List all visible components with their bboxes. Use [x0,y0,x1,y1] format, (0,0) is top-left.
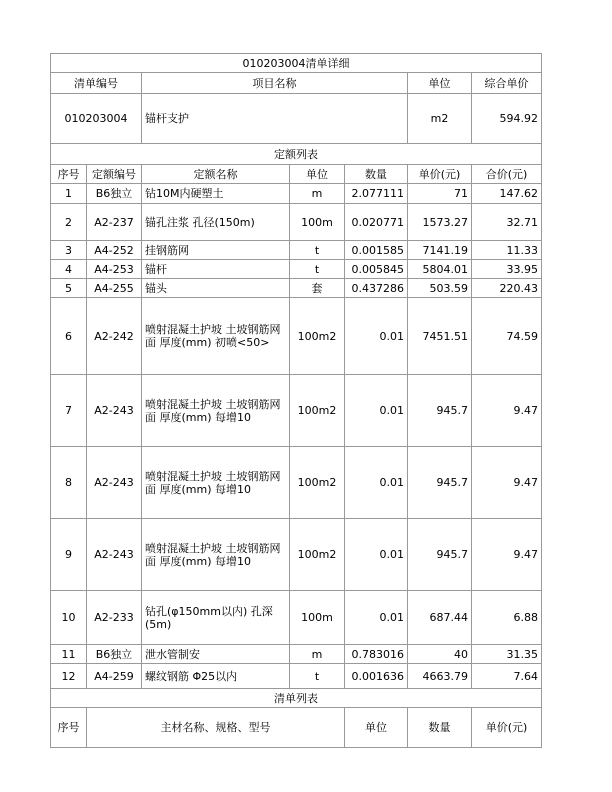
quota-qty: 0.01 [345,298,408,375]
quota-no: 5 [51,279,87,298]
quota-total: 147.62 [472,184,542,204]
bill-code: 010203004 [51,94,142,144]
quota-qty: 0.001636 [345,664,408,689]
quota-price: 71 [408,184,472,204]
quota-row [51,375,542,447]
material-qty-header: 数量 [408,708,472,748]
quota-total: 7.64 [472,664,542,689]
material-no-header: 序号 [51,708,87,748]
material-unit-header: 单位 [345,708,408,748]
quota-code: A4-253 [87,260,142,279]
quota-section-title: 定额列表 [51,144,542,165]
quota-price: 945.7 [408,519,472,591]
quota-qty: 0.01 [345,591,408,645]
bill-name: 锚杆支护 [142,94,408,144]
bill-price: 594.92 [472,94,542,144]
material-name-header: 主材名称、规格、型号 [87,708,345,748]
quota-name: 挂钢筋网 [142,241,290,260]
quota-unit: 100m2 [290,298,345,375]
bill-unit: m2 [408,94,472,144]
quota-price: 4663.79 [408,664,472,689]
quota-no: 6 [51,298,87,375]
quota-total: 31.35 [472,645,542,664]
quota-qty: 2.077111 [345,184,408,204]
quota-no: 3 [51,241,87,260]
quota-unit-header: 单位 [290,165,345,184]
quota-code: A4-252 [87,241,142,260]
quota-code: A2-242 [87,298,142,375]
quota-code: A2-243 [87,519,142,591]
quota-row [51,519,542,591]
quota-unit: 100m2 [290,519,345,591]
quota-code: A2-237 [87,204,142,241]
quota-total: 220.43 [472,279,542,298]
quota-row [51,241,542,260]
title-row [51,54,542,73]
quota-unit: m [290,184,345,204]
quota-total: 9.47 [472,447,542,519]
quota-price: 1573.27 [408,204,472,241]
bill-name-header: 项目名称 [142,73,408,94]
material-section-title: 清单列表 [51,689,542,708]
quota-total: 33.95 [472,260,542,279]
quota-qty: 0.01 [345,519,408,591]
quota-no: 7 [51,375,87,447]
quota-name: 锚孔注浆 孔径(150m) [142,204,290,241]
quota-code-header: 定额编号 [87,165,142,184]
quota-name: 锚头 [142,279,290,298]
bill-detail-table [50,53,542,748]
quota-row [51,645,542,664]
quota-row [51,447,542,519]
quota-no: 2 [51,204,87,241]
quota-price: 945.7 [408,375,472,447]
quota-row [51,204,542,241]
quota-qty: 0.001585 [345,241,408,260]
quota-qty: 0.01 [345,447,408,519]
quota-qty: 0.783016 [345,645,408,664]
quota-header-row [51,165,542,184]
quota-name: 锚杆 [142,260,290,279]
quota-row [51,260,542,279]
quota-unit: 100m [290,591,345,645]
material-price-header: 单价(元) [472,708,542,748]
bill-code-header: 清单编号 [51,73,142,94]
bill-unit-header: 单位 [408,73,472,94]
quota-code: A2-243 [87,447,142,519]
quota-total: 6.88 [472,591,542,645]
quota-price: 945.7 [408,447,472,519]
quota-price: 7141.19 [408,241,472,260]
quota-code: A4-259 [87,664,142,689]
quota-price-header: 单价(元) [408,165,472,184]
quota-unit: 100m2 [290,447,345,519]
quota-name-header: 定额名称 [142,165,290,184]
quota-qty: 0.020771 [345,204,408,241]
quota-unit: 100m2 [290,375,345,447]
quota-row [51,184,542,204]
quota-price: 5804.01 [408,260,472,279]
bill-price-header: 综合单价 [472,73,542,94]
quota-qty: 0.005845 [345,260,408,279]
quota-row [51,298,542,375]
page-title: 010203004清单详细 [51,54,542,73]
quota-price: 687.44 [408,591,472,645]
quota-code: B6独立 [87,645,142,664]
quota-total: 9.47 [472,519,542,591]
quota-name: 喷射混凝土护坡 土坡钢筋网面 厚度(mm) 每增10 [142,519,290,591]
quota-price: 7451.51 [408,298,472,375]
quota-section-row [51,144,542,165]
quota-code: A2-233 [87,591,142,645]
quota-row [51,591,542,645]
quota-qty: 0.01 [345,375,408,447]
quota-qty: 0.437286 [345,279,408,298]
quota-total: 11.33 [472,241,542,260]
quota-price: 40 [408,645,472,664]
quota-name: 喷射混凝土护坡 土坡钢筋网面 厚度(mm) 每增10 [142,447,290,519]
quota-no-header: 序号 [51,165,87,184]
bill-header-row [51,73,542,94]
quota-code: A4-255 [87,279,142,298]
quota-code: A2-243 [87,375,142,447]
quota-total-header: 合价(元) [472,165,542,184]
quota-unit: t [290,664,345,689]
quota-unit: 套 [290,279,345,298]
quota-no: 11 [51,645,87,664]
bill-item-row [51,94,542,144]
material-header-row [51,708,542,748]
material-section-row [51,689,542,708]
quota-name: 泄水管制安 [142,645,290,664]
quota-unit: 100m [290,204,345,241]
quota-unit: t [290,241,345,260]
quota-total: 74.59 [472,298,542,375]
quota-row [51,664,542,689]
quota-no: 4 [51,260,87,279]
quota-no: 10 [51,591,87,645]
quota-no: 1 [51,184,87,204]
quota-total: 9.47 [472,375,542,447]
quota-price: 503.59 [408,279,472,298]
quota-name: 钻孔(φ150mm以内) 孔深(5m) [142,591,290,645]
quota-name: 钻10M内硬塑土 [142,184,290,204]
quota-total: 32.71 [472,204,542,241]
quota-no: 12 [51,664,87,689]
quota-no: 9 [51,519,87,591]
quota-qty-header: 数量 [345,165,408,184]
quota-no: 8 [51,447,87,519]
quota-code: B6独立 [87,184,142,204]
quota-row [51,279,542,298]
quota-unit: t [290,260,345,279]
quota-name: 喷射混凝土护坡 土坡钢筋网面 厚度(mm) 每增10 [142,375,290,447]
quota-name: 喷射混凝土护坡 土坡钢筋网面 厚度(mm) 初喷<50> [142,298,290,375]
quota-name: 螺纹钢筋 Φ25以内 [142,664,290,689]
quota-unit: m [290,645,345,664]
